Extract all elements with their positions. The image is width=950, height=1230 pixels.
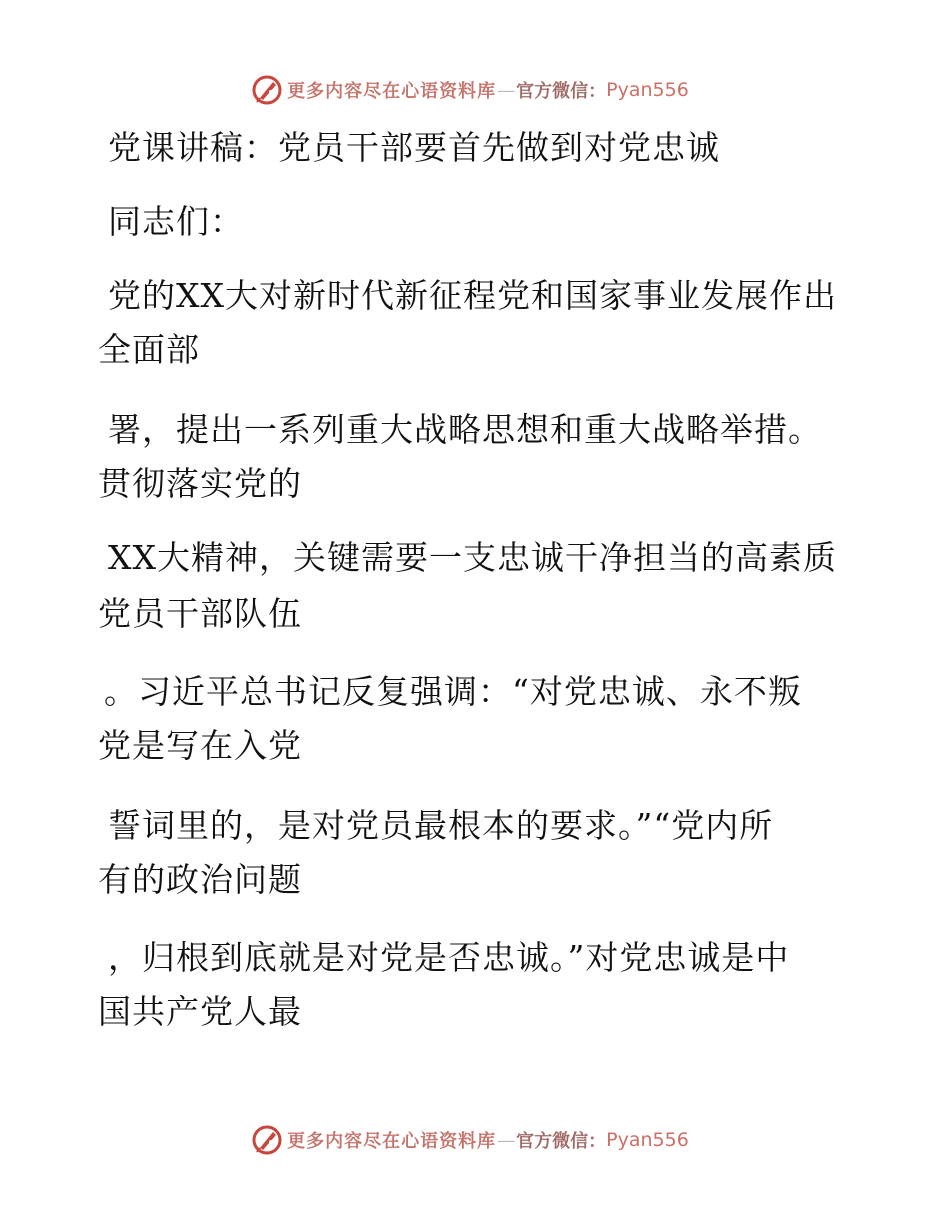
text-line: 贯彻落实党的 bbox=[98, 464, 302, 503]
text-line: 全面部 bbox=[98, 330, 200, 369]
text-line: ，归根到底就是对党是否忠诚。”对党忠诚是中 bbox=[108, 938, 790, 977]
text-line: 党员干部队伍 bbox=[98, 594, 302, 633]
text-line: 署，提出一系列重大战略思想和重大战略举措。 bbox=[108, 410, 822, 449]
watermark-brand: 更多内容尽在心语资料库 bbox=[287, 1131, 497, 1152]
watermark-wechat-label: 官方微信： bbox=[516, 81, 607, 102]
text-line: 国共产党人最 bbox=[98, 992, 302, 1031]
header-watermark bbox=[0, 70, 950, 110]
text-line: 。习近平总书记反复强调：“对党忠诚、永不叛 bbox=[104, 672, 802, 711]
watermark-wechat-id: Pyan556 bbox=[606, 79, 689, 101]
watermark-brand: 更多内容尽在心语资料库 bbox=[287, 81, 497, 102]
text-line: XX大精神，关键需要一支忠诚干净担当的高素质 bbox=[108, 538, 837, 577]
watermark-separator: — bbox=[497, 1129, 516, 1151]
watermark-wechat-label: 官方微信： bbox=[516, 1131, 607, 1152]
text-line: 党的XX大对新时代新征程党和国家事业发展作出 bbox=[108, 276, 837, 315]
text-line: 誓词里的，是对党员最根本的要求。”“党内所 bbox=[108, 806, 774, 845]
text-line: 党是写在入党 bbox=[98, 726, 302, 765]
footer-watermark bbox=[0, 1120, 950, 1160]
watermark-separator: — bbox=[497, 79, 516, 101]
watermark-wechat-id: Pyan556 bbox=[606, 1129, 689, 1151]
text-line: 有的政治问题 bbox=[98, 860, 302, 899]
text-line: 同志们： bbox=[108, 202, 244, 241]
quill-pen-logo-icon bbox=[251, 74, 283, 106]
quill-pen-logo-icon bbox=[251, 1124, 283, 1156]
document-title: 党课讲稿：党员干部要首先做到对党忠诚 bbox=[108, 128, 720, 167]
